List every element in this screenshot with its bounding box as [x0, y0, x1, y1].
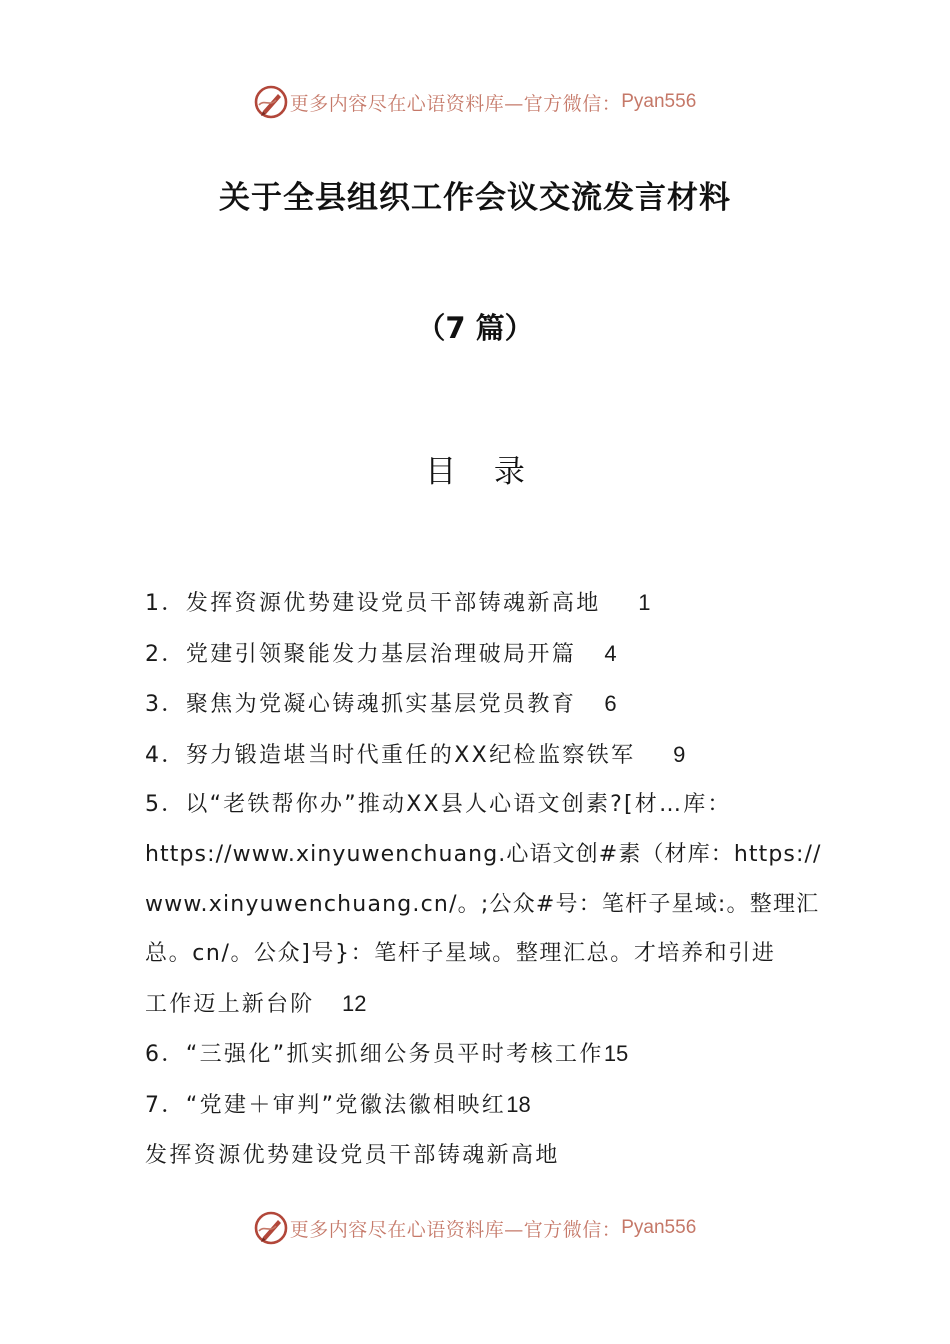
toc-item-title-line: 工作迈上新台阶 [145, 991, 315, 1017]
toc-item[interactable] [145, 780, 822, 1029]
toc-item[interactable] [145, 730, 810, 781]
toc-item-page: 9 [673, 741, 686, 767]
toc-item[interactable] [145, 679, 810, 730]
toc-item-page: 15 [603, 1041, 629, 1067]
pen-logo-icon [254, 85, 288, 119]
toc-item-title-line: https://www.xinyuwenchuang.心语文创#素（材库：https:// [145, 841, 822, 867]
toc-item-title: 发挥资源优势建设党员干部铸魂新高地 [185, 591, 601, 616]
toc-item[interactable] [145, 1029, 810, 1080]
toc-item-number: 2． [145, 641, 186, 667]
toc-item-number: 6． [145, 1042, 186, 1068]
document-subtitle: （7 篇） [416, 311, 534, 345]
footer-banner [0, 1208, 950, 1248]
toc-item-title-line: 以“老铁帮你办”推动XX县人心语文创素?[材…库： [185, 792, 732, 818]
pen-logo-icon [254, 1211, 288, 1245]
toc-item-number: 7． [145, 1092, 186, 1118]
toc-item-title-line: www.xinyuwenchuang.cn/。;公众#号：笔杆子星域:。整理汇 [145, 891, 820, 917]
toc-item-title: “三强化”抓实抓细公务员平时考核工作 [185, 1042, 604, 1068]
toc-heading: 目 录 [425, 454, 539, 490]
toc-item-title: 党建引领聚能发力基层治理破局开篇 [185, 641, 577, 667]
toc-item-number: 5． [145, 792, 186, 818]
toc-item[interactable] [145, 629, 810, 680]
wechat-id: Pyan556 [621, 91, 697, 112]
body-section-heading: 发挥资源优势建设党员干部铸魂新高地 [145, 1142, 560, 1168]
toc-item-title: 努力锻造堪当时代重任的XX纪检监察铁军 [185, 742, 636, 768]
toc-item-page: 1 [638, 590, 651, 615]
toc-item-page: 6 [604, 691, 617, 717]
toc-item-number: 1． [145, 591, 186, 616]
toc-item-number: 4． [145, 742, 186, 768]
toc-item-title-line: 总。cn/。公众]号}：笔杆子星域。整理汇总。才培养和引进 [145, 941, 776, 967]
header-banner [0, 82, 950, 122]
table-of-contents [145, 578, 822, 1180]
banner-text: 更多内容尽在心语资料库—官方微信： [289, 1218, 622, 1241]
toc-item-page: 12 [342, 990, 367, 1016]
toc-item-number: 3． [145, 692, 186, 718]
toc-item-title: “党建＋审判”党徽法徽相映红 [185, 1092, 507, 1118]
toc-item-title: 聚焦为党凝心铸魂抓实基层党员教育 [185, 692, 577, 718]
toc-item[interactable] [145, 578, 810, 629]
banner-text: 更多内容尽在心语资料库—官方微信： [289, 92, 622, 115]
toc-item-page: 18 [506, 1091, 531, 1117]
document-title: 关于全县组织工作会议交流发言材料 [219, 180, 731, 216]
wechat-id: Pyan556 [621, 1217, 697, 1238]
toc-item[interactable] [145, 1080, 810, 1131]
toc-item-page: 4 [604, 640, 617, 666]
